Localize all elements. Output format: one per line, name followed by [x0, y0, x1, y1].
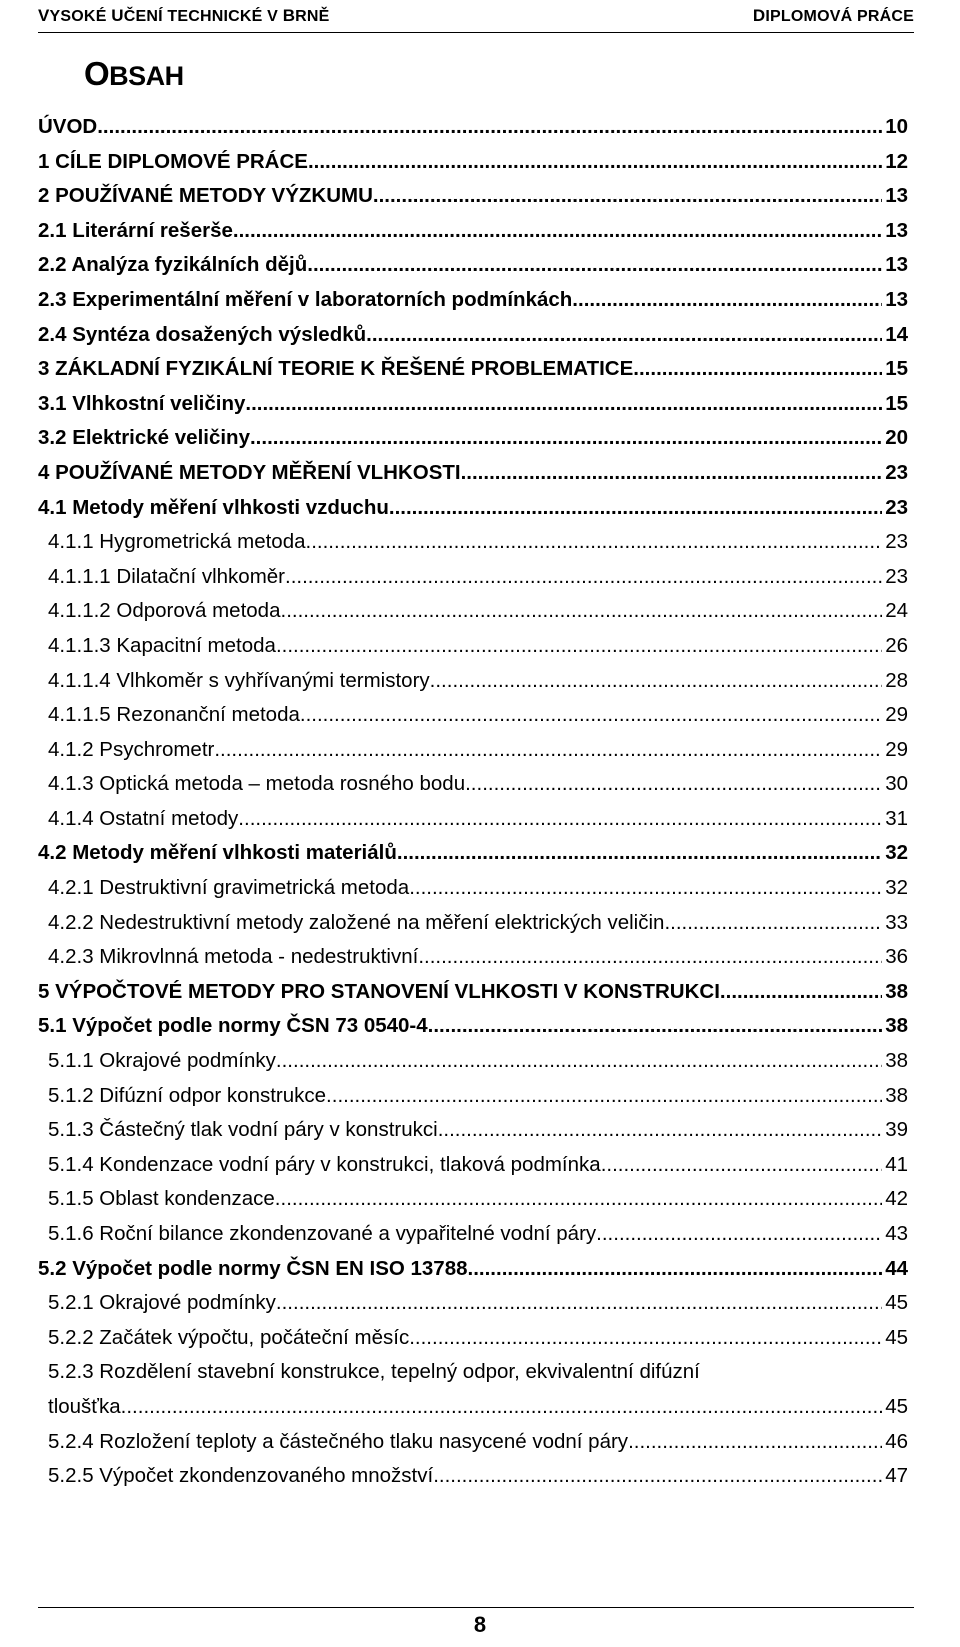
toc-entry[interactable]	[38, 1079, 908, 1114]
toc-leader-dots	[418, 940, 882, 975]
toc-entry[interactable]	[38, 248, 908, 283]
toc-entry-title: 4.1.2 Psychrometr	[48, 737, 215, 761]
toc-entry[interactable]	[38, 1009, 908, 1044]
toc-entry-title: 4.1.1.2 Odporová metoda	[48, 599, 281, 623]
toc-entry-page: 13	[885, 253, 908, 277]
toc-leader-dots	[250, 421, 882, 456]
toc-entry-page: 13	[885, 184, 908, 208]
toc-entry[interactable]	[38, 836, 908, 871]
toc-entry-title: 3 ZÁKLADNÍ FYZIKÁLNÍ TEORIE K ŘEŠENÉ PROBLEMATICE	[38, 357, 634, 381]
toc-leader-dots	[275, 1182, 882, 1217]
table-of-contents	[38, 110, 908, 1494]
header-left-cap-1: V	[38, 6, 50, 25]
toc-entry[interactable]	[38, 1286, 908, 1321]
toc-entry-page: 44	[885, 1256, 908, 1280]
toc-leader-dots	[438, 1113, 882, 1148]
toc-leader-dots	[307, 248, 882, 283]
toc-leader-dots	[276, 1044, 882, 1079]
toc-entry-title: 4.1.1.5 Rezonanční metoda	[48, 703, 300, 727]
toc-entry-title: 4.1.3 Optická metoda – metoda rosného bodu	[48, 772, 466, 796]
toc-entry-page: 39	[885, 1118, 908, 1142]
toc-leader-dots	[276, 629, 882, 664]
toc-entry-page: 43	[885, 1222, 908, 1245]
toc-entry-page: 45	[885, 1394, 908, 1418]
toc-entry-page: 23	[885, 460, 908, 484]
toc-entry-page: 14	[885, 322, 908, 346]
toc-entry-text-line1: 5.2.3 Rozdělení stavební konstrukce, tepelný odpor, ekvivalentní difúzní	[48, 1360, 700, 1384]
header-left-rest-3: RNĚ	[295, 8, 330, 25]
toc-entry-title: 5.1 Výpočet podle normy ČSN 73 0540-4	[38, 1014, 428, 1038]
toc-leader-dots	[238, 802, 882, 837]
toc-entry-title: 5.1.1 Okrajové podmínky	[48, 1049, 276, 1073]
toc-leader-dots	[468, 1252, 882, 1287]
toc-entry[interactable]	[38, 318, 908, 353]
toc-entry[interactable]	[38, 214, 908, 249]
toc-leader-dots	[245, 387, 882, 422]
toc-leader-dots	[214, 733, 882, 768]
toc-entry-page: 20	[885, 426, 908, 450]
toc-entry-page: 45	[885, 1291, 908, 1315]
toc-entry-title: 5.1.2 Difúzní odpor konstrukce	[48, 1083, 327, 1107]
toc-entry[interactable]	[38, 1044, 908, 1079]
toc-entry-page: 23	[885, 564, 908, 588]
toc-entry[interactable]	[38, 906, 908, 941]
toc-entry-title: 2.2 Analýza fyzikálních dějů	[38, 253, 308, 277]
toc-entry[interactable]	[38, 594, 908, 629]
toc-leader-dots	[233, 214, 882, 249]
toc-entry-page: 36	[885, 945, 908, 969]
toc-entry-title: 2 POUŽÍVANÉ METODY VÝZKUMU	[38, 184, 373, 208]
toc-entry-title: 5 VÝPOČTOVÉ METODY PRO STANOVENÍ VLHKOSTI V KONSTRUKCI	[38, 979, 720, 1003]
toc-leader-dots	[409, 871, 882, 906]
toc-entry-page: 10	[885, 115, 908, 138]
title-rest: BSAH	[109, 61, 184, 91]
toc-entry-title: 4.2.3 Mikrovlnná metoda - nedestruktivní	[48, 945, 419, 969]
toc-entry[interactable]	[38, 145, 908, 180]
toc-leader-dots	[326, 1079, 882, 1114]
toc-leader-dots	[428, 1009, 882, 1044]
toc-leader-dots	[276, 1286, 882, 1321]
toc-leader-dots	[121, 1390, 882, 1425]
toc-leader-dots	[281, 594, 883, 629]
header-left-cap-3: B	[282, 6, 296, 25]
toc-entry[interactable]	[38, 975, 908, 1010]
toc-entry[interactable]	[38, 802, 908, 837]
toc-entry-page: 15	[885, 391, 908, 415]
toc-entry-title: 5.1.4 Kondenzace vodní páry v konstrukci, tlaková podmínka	[48, 1152, 601, 1176]
page-title	[84, 55, 184, 93]
toc-entry[interactable]	[38, 1252, 908, 1287]
toc-entry-title: 3.1 Vlhkostní veličiny	[38, 391, 246, 415]
toc-entry[interactable]	[38, 629, 908, 664]
toc-entry[interactable]	[38, 733, 908, 768]
toc-leader-dots	[430, 664, 882, 699]
toc-leader-dots	[366, 318, 882, 353]
toc-entry-title: 5.2.2 Začátek výpočtu, počáteční měsíc	[48, 1325, 410, 1349]
toc-entry[interactable]	[38, 1321, 908, 1356]
toc-entry-page: 38	[885, 1049, 908, 1073]
page-header	[38, 4, 914, 33]
toc-entry-title: 3.2 Elektrické veličiny	[38, 426, 250, 450]
toc-entry-title: 4.2.1 Destruktivní gravimetrická metoda	[48, 876, 410, 900]
toc-leader-dots	[373, 179, 882, 214]
toc-entry-title: 5.2 Výpočet podle normy ČSN EN ISO 13788	[38, 1256, 468, 1280]
toc-entry[interactable]	[38, 491, 908, 526]
university-name	[38, 6, 330, 26]
toc-entry-page: 46	[885, 1429, 908, 1453]
toc-entry-page: 32	[885, 841, 908, 865]
page-number: 8	[473, 1612, 487, 1637]
toc-entry[interactable]	[38, 1217, 908, 1252]
toc-leader-dots	[306, 525, 882, 560]
toc-entry-page: 15	[885, 357, 908, 381]
toc-entry-page: 29	[885, 703, 908, 727]
toc-entry-title: 4.1.1 Hygrometrická metoda	[48, 530, 306, 554]
toc-leader-dots	[601, 1148, 882, 1183]
toc-entry-page: 26	[885, 633, 908, 657]
toc-entry-page: 12	[885, 149, 908, 173]
header-left-cap-2: U	[111, 6, 124, 25]
toc-entry-title: 4.1.1.4 Vlhkoměr s vyhřívanými termistory	[48, 668, 430, 692]
toc-leader-dots	[308, 145, 882, 180]
toc-entry-page: 23	[885, 495, 908, 519]
toc-entry[interactable]	[38, 421, 908, 456]
toc-entry-title: 2.3 Experimentální měření v laboratorních podmínkách	[38, 287, 573, 311]
toc-entry[interactable]	[38, 1425, 908, 1460]
toc-entry-title: 5.2.4 Rozložení teploty a částečného tlaku nasycené vodní páry	[48, 1429, 629, 1453]
toc-entry-title: 4 POUŽÍVANÉ METODY MĚŘENÍ VLHKOSTI	[38, 460, 461, 484]
toc-entry[interactable]	[38, 767, 908, 802]
toc-entry-title: 5.1.3 Částečný tlak vodní páry v konstrukci	[48, 1118, 438, 1142]
toc-entry[interactable]	[38, 110, 908, 145]
toc-entry-title: tloušťka	[48, 1394, 121, 1418]
toc-leader-dots	[572, 283, 882, 318]
toc-entry-title: 5.1.5 Oblast kondenzace	[48, 1187, 275, 1211]
toc-entry[interactable]	[38, 1182, 908, 1217]
toc-entry[interactable]	[38, 387, 908, 422]
toc-entry[interactable]	[38, 1390, 908, 1425]
toc-entry-title: 5.1.6 Roční bilance zkondenzované a vypařitelné vodní páry	[48, 1222, 597, 1245]
header-left-rest-2: ČENÍ TECHNICKÉ V	[123, 8, 283, 25]
toc-leader-dots	[628, 1425, 882, 1460]
toc-entry-title: 2.1 Literární rešerše	[38, 218, 233, 242]
toc-entry[interactable]	[38, 698, 908, 733]
toc-entry[interactable]	[38, 1148, 908, 1183]
toc-entry[interactable]	[38, 1113, 908, 1148]
toc-entry-title: 5.2.5 Výpočet zkondenzovaného množství	[48, 1464, 434, 1488]
toc-entry[interactable]	[38, 1459, 908, 1494]
toc-entry-page: 30	[885, 772, 908, 796]
toc-entry-page: 38	[885, 979, 908, 1003]
toc-leader-dots	[285, 560, 882, 595]
toc-leader-dots	[300, 698, 882, 733]
header-right-cap: D	[752, 6, 766, 25]
toc-entry-page: 31	[885, 806, 908, 830]
toc-entry[interactable]	[38, 525, 908, 560]
toc-entry-title: 4.1.1.1 Dilatační vlhkoměr	[48, 564, 286, 588]
toc-leader-dots	[97, 110, 882, 145]
toc-entry-page: 13	[885, 287, 908, 311]
header-left-rest-1: YSOKÉ	[49, 8, 112, 25]
toc-leader-dots	[461, 456, 882, 491]
toc-entry-title: 4.2 Metody měření vlhkosti materiálů	[38, 841, 397, 865]
toc-entry[interactable]	[38, 456, 908, 491]
toc-entry-title: 4.2.2 Nedestruktivní metody založené na měření elektrických veličin	[48, 910, 665, 934]
toc-entry-page: 42	[885, 1187, 908, 1211]
toc-entry-page: 38	[885, 1083, 908, 1107]
toc-entry[interactable]	[38, 940, 908, 975]
toc-entry[interactable]	[38, 560, 908, 595]
toc-entry-title: 1 CÍLE DIPLOMOVÉ PRÁCE	[38, 149, 308, 173]
toc-entry-title: 4.1.4 Ostatní metody	[48, 806, 239, 830]
toc-leader-dots	[433, 1459, 882, 1494]
toc-leader-dots	[633, 352, 882, 387]
toc-entry[interactable]	[38, 352, 908, 387]
toc-entry[interactable]	[38, 871, 908, 906]
toc-entry[interactable]	[38, 179, 908, 214]
toc-entry-page: 33	[885, 910, 908, 934]
toc-leader-dots	[664, 906, 882, 941]
toc-entry-page: 24	[885, 599, 908, 623]
toc-entry-title: ÚVOD	[38, 115, 98, 138]
toc-entry-page: 32	[885, 876, 908, 900]
toc-entry-page: 13	[885, 218, 908, 242]
toc-entry-page: 45	[885, 1325, 908, 1349]
toc-entry-page: 47	[885, 1464, 908, 1488]
toc-leader-dots	[409, 1321, 882, 1356]
toc-entry-title: 4.1.1.3 Kapacitní metoda	[48, 633, 276, 657]
toc-entry-page: 38	[885, 1014, 908, 1038]
toc-leader-dots	[389, 491, 882, 526]
toc-leader-dots	[397, 836, 882, 871]
toc-leader-dots	[720, 975, 882, 1010]
toc-entry-page: 29	[885, 737, 908, 761]
toc-leader-dots	[596, 1217, 882, 1252]
toc-entry-page: 41	[885, 1152, 908, 1176]
toc-entry[interactable]	[38, 664, 908, 699]
footer-divider	[38, 1607, 914, 1608]
toc-entry-page: 28	[885, 668, 908, 692]
toc-entry-page: 23	[885, 530, 908, 554]
document-type	[753, 6, 914, 26]
toc-entry[interactable]	[38, 283, 908, 318]
title-cap: O	[84, 55, 110, 92]
toc-entry-title: 5.2.1 Okrajové podmínky	[48, 1291, 276, 1315]
toc-entry-title: 2.4 Syntéza dosažených výsledků	[38, 322, 367, 346]
toc-leader-dots	[465, 767, 882, 802]
toc-entry-title: 4.1 Metody měření vlhkosti vzduchu	[38, 495, 389, 519]
header-right-rest: IPLOMOVÁ PRÁCE	[765, 8, 914, 25]
